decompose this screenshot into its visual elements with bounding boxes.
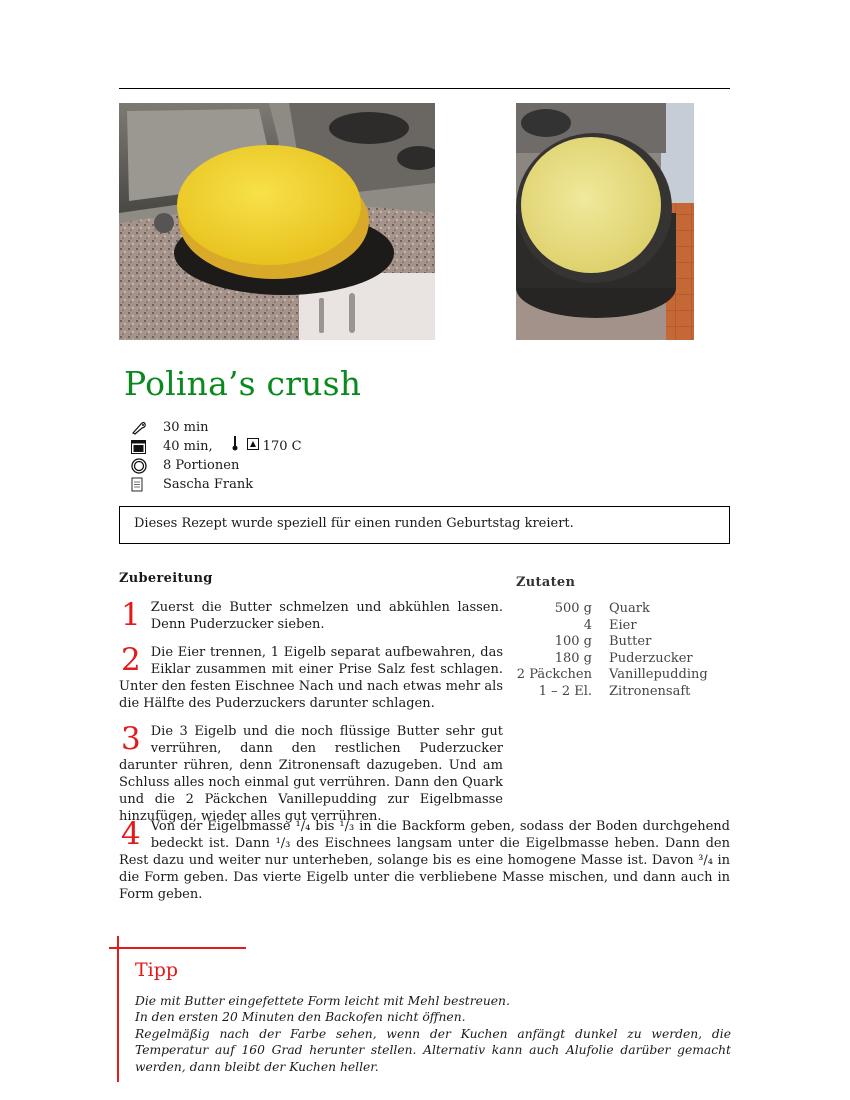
ingredient-name: Quark — [609, 601, 650, 616]
step-text: Die 3 Eigelb und die noch flüssige Butter sehr gut verrühren, dann den restlichen Puderzucker darunter rühren, denn Zitronensaft dazugeben. Und am Schluss alles noch einmal gut verrühren. Dann den Quark und die 2 Päckchen Vanillepudding zur Eigelbmasse hinzufügen, wieder alles gut verrühren. — [119, 724, 503, 824]
step-number: 1 — [121, 597, 141, 633]
ingredient-name: Puderzucker — [609, 650, 693, 666]
step-text: Von der Eigelbmasse ¹/₄ bis ¹/₃ in die Backform geben, sodass der Boden durchgehend bedeckt ist. Dann ¹/₃ des Eischnees langsam unter die Eigelbmasse heben. Dann den Rest dazu und weiter nur unterheben, solange bis es eine homogene Masse ist. Davon ³/₄ in die Form geben. Das vierte Eigelb unter die verbliebene Masse mischen, und dann auch in Form geben. — [119, 819, 730, 902]
ingredient-qty: 500 g — [554, 601, 592, 616]
ingredient-name: Zitronensaft — [609, 683, 691, 699]
step-2 — [119, 644, 503, 712]
ingredient-qty: 180 g — [554, 650, 592, 666]
temperature: 170 C — [262, 439, 302, 454]
recipe-title: Polina’s crush — [124, 364, 362, 403]
tip-horizontal-rule — [109, 947, 246, 949]
step-text: Zuerst die Butter schmelzen und abkühlen lassen. Denn Puderzucker sieben. — [150, 600, 503, 632]
step-number: 2 — [121, 642, 141, 678]
intro-box — [119, 506, 730, 544]
portions-row — [131, 456, 302, 475]
author-row — [131, 475, 302, 494]
bake-time: 40 min, — [163, 439, 213, 454]
preparation-heading: Zubereitung — [119, 571, 213, 586]
intro-text: Dieses Rezept wurde speziell für einen runden Geburtstag kreiert. — [134, 516, 574, 531]
ingredient-qty: 2 Päckchen — [516, 667, 592, 683]
tip-line: In den ersten 20 Minuten den Backofen nicht öffnen. — [135, 1010, 466, 1025]
tip-text — [135, 993, 731, 1075]
prep-time: 30 min — [163, 420, 209, 435]
peeler-icon — [131, 420, 149, 436]
ingredient-name: Eier — [609, 617, 637, 633]
ingredient-row — [516, 618, 708, 635]
tip-line: Regelmäßig nach der Farbe sehen, wenn der Kuchen anfängt dunkel zu werden, die Temperatur auf 160 Grad herunter stellen. Alternativ kann auch Alufolie darüber gemacht werden, dann bleibt der Kuchen heller. — [135, 1026, 731, 1074]
step-text: Die Eier trennen, 1 Eigelb separat aufbewahren, das Eiklar zusammen mit einer Prise Salz fest schlagen. Unter den festen Eischnee Nach und nach etwas mehr als die Hälfte des Puderzuckers darunter schlagen. — [119, 645, 503, 711]
ingredient-row — [516, 684, 708, 701]
ingredient-qty: 100 g — [554, 634, 592, 650]
recipe-meta — [131, 418, 302, 494]
fan-oven-icon — [247, 437, 259, 456]
step-number: 3 — [121, 721, 141, 757]
prep-time-row — [131, 418, 302, 437]
ingredient-name: Vanillepudding — [609, 667, 708, 683]
tip-heading: Tipp — [135, 959, 179, 981]
ingredient-qty: 1 – 2 El. — [538, 683, 592, 699]
ingredient-row — [516, 667, 708, 684]
tip-line: Die mit Butter eingefettete Form leicht mit Mehl bestreuen. — [135, 994, 510, 1008]
top-rule — [119, 88, 730, 89]
ingredient-row — [516, 601, 708, 618]
step-number: 4 — [121, 816, 141, 852]
ingredient-row — [516, 651, 708, 668]
ingredient-row — [516, 634, 708, 651]
tip-vertical-rule — [117, 936, 119, 1082]
ingredient-name: Butter — [609, 634, 652, 650]
step-3 — [119, 723, 503, 825]
step-4 — [119, 818, 730, 903]
thermometer-icon — [231, 436, 239, 457]
ingredient-qty: 4 — [583, 617, 592, 633]
ingredient-list — [516, 601, 708, 701]
oven-icon — [131, 439, 149, 455]
plate-icon — [131, 458, 149, 474]
notepad-icon — [131, 477, 149, 493]
step-1 — [119, 599, 503, 633]
cheesecake-photo-2 — [516, 103, 694, 340]
author: Sascha Frank — [163, 477, 254, 492]
portions: 8 Portionen — [163, 458, 240, 473]
ingredients-heading: Zutaten — [516, 575, 576, 590]
cheesecake-photo-1 — [119, 103, 435, 340]
bake-row — [131, 437, 302, 456]
